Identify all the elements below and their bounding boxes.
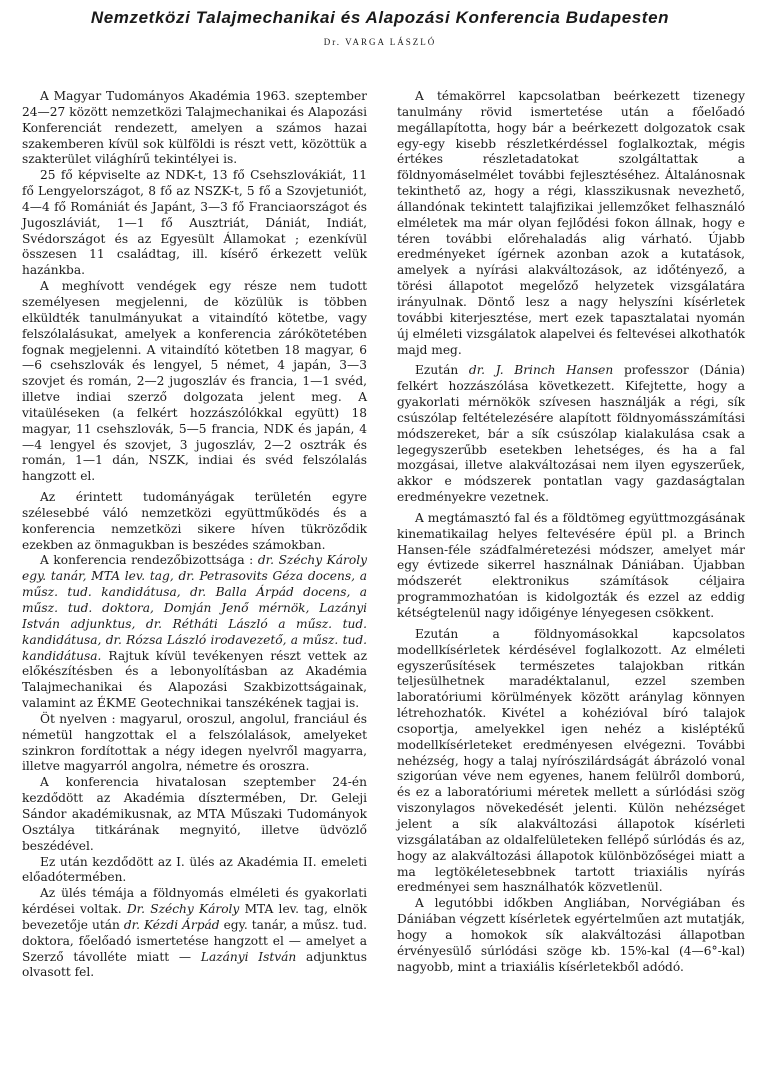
italic-text: Dr. Széchy Károly <box>126 902 240 917</box>
paragraph <box>22 490 367 553</box>
text-run: Ezután <box>415 363 469 378</box>
right-text-column <box>397 89 745 975</box>
italic-text: dr. Kézdi Árpád <box>123 917 220 932</box>
text-run: A Magyar Tudományos Akadémia 1963. szeptember 24—27 között nemzetközi Talajmechanikai és Alapozási Konferenciát rendezett, amelyen a számos hazai szakemberen kívül sok külföldi is részt vett, közöttük a szakterület világhírű tekintélyei is. <box>22 89 367 167</box>
text-run: professzor (Dánia) felkért hozzászólása következett. Kifejtette, hogy a gyakorlati mérnökök szívesen használják a régi, sík csúszólap feltételezésére alapított földnyomásszámítási módszereket, bár a sík csúszólap kialakulása csak a legegyszerűbb esetekben lehetséges, és ha a fal mozgásai, illetve alakváltozásai nem ilyen egyszerűek, akkor e módszerek pontatlan vagy gazdaságtalan eredményekre vezetnek. <box>397 363 745 505</box>
text-run: MTA lev. tag, elnök bevezetője után <box>22 902 367 932</box>
text-run: Rajtuk kívül tevékenyen részt vettek az előkészítésben és a lebonyolításban az Akadémia Talajmechanikai és Alapozási Szakbizottságainak, valamint az ÉKME Geotechnikai tanszékének tagjai is. <box>22 648 367 711</box>
italic-text: dr. Széchy Károly egy. tanár, MTA lev. tag, dr. Petrasovits Géza docens, a műsz. tud. kandidátusa, dr. Balla Árpád docens, a műsz. tud. doktora, Domján Jenő mérnök, Lazányi István adjunktus, dr. Rétháti László a műsz. tud. kandidátusa, dr. Rózsa László irodavezető, a műsz. tud. kandidátusa. <box>22 553 367 663</box>
italic-text: dr. J. Brinch Hansen <box>468 363 614 378</box>
paragraph <box>22 712 367 775</box>
paragraph <box>22 89 367 168</box>
author-name: VARGA LÁSZLÓ <box>345 37 437 47</box>
text-run: 25 fő képviselte az NDK-t, 13 fő Csehszlovákiát, 11 fő Lengyelországot, 8 fő az NSZK-t, 5 fő a Szovjetuniót, 4—4 fő Romániát és Japánt, 3—3 fő Franciaországot és Jugoszláviát, 1—1 fő Ausztriát, Dániát, Indiát, Svédországot és az Egyesült Államokat ; ezenkívül összesen 11 családtag, ill. kísérő érkezett velük hazánkba. <box>22 168 367 278</box>
paragraph <box>397 627 745 896</box>
paragraph <box>22 886 367 981</box>
text-run: Ezután a földnyomásokkal kapcsolatos modellkísérletek kérdésével foglalkozott. Az elméleti egyszerűsítések természetes talajokban ritkán teljesülhetnek maradéktalanul, ezzel szemben laboratóriumi körülmények között aránylag könnyen létrehozhatók. Kivétel a kohézióval bíró talajok csoportja, amelyekkel igen nehéz a kisléptékű modellkísérleteket eredményesen elvégezni. További nehézség, hogy a talaj nyírószilárdságát ábrázoló vonal szigorúan véve nem egyenes, hanem felülről domború, és ez a laboratóriumi méretek mellett a súrlódási szög viszonylagos növekedését jelenti. Külön nehézséget jelent a sík alakváltozási állapotok kísérleti vizsgálatában az oldalfelületeken fellépő súrlódás és az, hogy az alakváltozási állapotok különbözőségei miatt a ma legtökéletesebbnek tartott triaxiális nyírás eredményei sem használhatók közvetlenül. <box>397 626 745 895</box>
text-run: A konferencia hivatalosan szeptember 24-én kezdődött az Akadémia dísztermében, Dr. Geleji Sándor akadémikusnak, az MTA Műszaki Tudományok Osztálya titkárának megnyitó, illetve üdvözlő beszédével. <box>22 775 367 853</box>
text-run: A megtámasztó fal és a földtömeg együttmozgásának kinematikailag helyes feltevésére épül pl. a Brinch Hansen-féle szádfalméretezési módszer, amelyet már egy évtizede sikerrel használnak Dániában. Újabban módszerét elektronikus számítások céljaira programmozhatóan is kidolgozták és ezzel az eddig kétségtelenül nagy időigénye lényegesen csökkent. <box>397 510 745 620</box>
paragraph <box>22 855 367 887</box>
paragraph <box>397 511 745 622</box>
italic-text: Lazányi István <box>200 949 297 964</box>
article-title: Nemzetközi Talajmechanikai és Alapozási Konferencia Budapesten <box>90 8 670 27</box>
text-run: Öt nyelven : magyarul, oroszul, angolul, franciául és németül hangzottak el a felszólalások, amelyeket szinkron fordítottak a négy idegen nyelvről magyarra, illetve magyarról angolra, németre és oroszra. <box>22 711 367 774</box>
paragraph <box>397 89 745 358</box>
text-run: A meghívott vendégek egy része nem tudott személyesen megjelenni, de közülük is többen elküldték tanulmányukat a vitaindító kötetbe, vagy felszólalásukat, amelyek a konferencia zárókötetében fognak megjelenni. A vitaindító kötetben 18 magyar, 6—6 csehszlovák és lengyel, 5 német, 4 japán, 3—3 szovjet és román, 2—2 jugoszláv és francia, 1—1 svéd, illetve indiai szerző dolgozata jelent meg. A vitaüléseken (a felkért hozzászólókkal együtt) 18 magyar, 11 csehszlovák, 5—5 francia, NDK és japán, 4—4 lengyel és szovjet, 3 jugoszláv, 2—2 osztrák és román, 1—1 dán, NSZK, indiai és svéd felszólalás hangzott el. <box>22 279 367 484</box>
paragraph <box>22 553 367 711</box>
text-run: Az érintett tudományágak területén egyre szélesebbé váló nemzetközi együttműködés és a konferencia nemzetközi sikere híven tükröződik ezekben az önmagukban is beszédes számokban. <box>22 490 367 552</box>
text-run: Az ülés témája a földnyomás elméleti és gyakorlati kérdései voltak. <box>22 886 367 917</box>
paragraph <box>397 896 745 975</box>
text-run: egy. tanár, a műsz. tud. doktora, főelőadó ismertetése hangzott el — amelyet a Szerző távolléte miatt — <box>22 917 367 964</box>
paragraph <box>22 168 367 279</box>
column-gutter <box>382 89 383 1057</box>
text-run: A témakörrel kapcsolatban beérkezett tizenegy tanulmány rövid ismertetése után a főelőadó megállapította, hogy bár a beérkezett dolgozatok csak egy-egy kisebb részletkérdéssel foglalkoztak, mégis értékes részletadatokat szolgáltattak a földnyomáselmélet további fejlesztéséhez. Általánosnak tekinthető az, hogy a régi, klasszikusnak nevezhető, állandónak tekintett talajfizikai jellemzőket felhasználó elméletek ma már olyan fejlődési fokon állnak, hogy e téren további előrehaladás alig várható. Újabb eredményeket ígérnek azonban azok a kutatások, amelyek a nyírási alakváltozások, az időtényező, a törési állapotot megelőző helyzetek vizsgálatára irányulnak. Döntő lesz a nagy helyszíni kísérletek további kiterjesztése, mert ezek tapasztalatai nyomán új elméleti vizsgálatok alapelvei és feltevései alkothatók majd meg. <box>397 89 745 357</box>
text-run: Ez után kezdődött az I. ülés az Akadémia II. emeleti előadótermében. <box>22 854 367 885</box>
left-text-column <box>22 89 367 981</box>
text-run: adjunktus olvasott fel. <box>22 949 367 980</box>
text-run: A legutóbbi időkben Angliában, Norvégiában és Dániában végzett kísérletek egyértelműen azt mutatják, hogy a homokok sík alakváltozási állapotban érvényesülő súrlódási szöge kb. 15%-kal (4—6°-kal) nagyobb, mint a triaxiális kísérletekből adódó. <box>397 896 745 974</box>
article-author <box>0 37 760 47</box>
paragraph <box>22 775 367 854</box>
paragraph <box>22 279 367 485</box>
text-run: A konferencia rendezőbizottsága : <box>40 553 258 568</box>
author-prefix: Dr. <box>323 37 342 47</box>
paragraph <box>397 363 745 506</box>
